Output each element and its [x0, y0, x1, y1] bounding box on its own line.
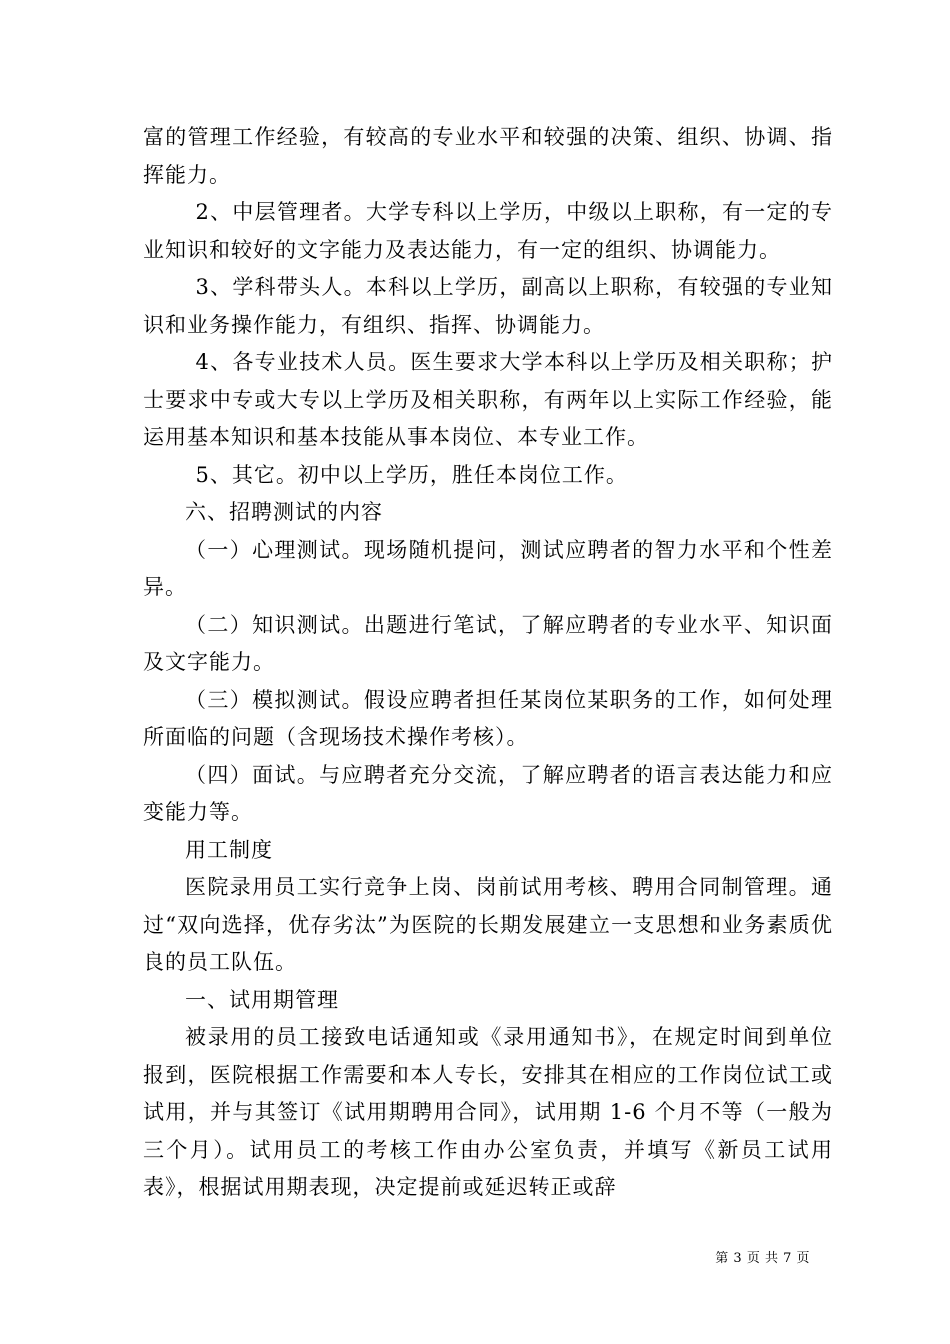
- paragraph-probation-details: 被录用的员工接致电话通知或《录用通知书》，在规定时间到单位报到，医院根据工作需要和本人专长，安排其在相应的工作岗位试工或试用，并与其签订《试用期聘用合同》，试用期 1-6 个月不等（一般为三个月）。试用员工的考核工作由办公室负责，并填写《新员工试用表》，根据试用期表现，决定提前或延迟转正或辞: [143, 1025, 833, 1199]
- paragraph-test-simulation: （三）模拟测试。假设应聘者担任某岗位某职务的工作，如何处理所面临的问题（含现场技术操作考核）。: [143, 687, 833, 749]
- page-number-footer: 第 3 页 共 7 页: [715, 1251, 810, 1266]
- document-body: [143, 119, 833, 1207]
- paragraph-continuation: 富的管理工作经验，有较高的专业水平和较强的决策、组织、协调、指挥能力。: [143, 125, 833, 187]
- paragraph-test-psychological: （一）心理测试。现场随机提问，测试应聘者的智力水平和个性差异。: [143, 537, 833, 599]
- section-heading-recruitment-tests: 六、招聘测试的内容: [185, 500, 383, 524]
- paragraph-test-interview: （四）面试。与应聘者充分交流，了解应聘者的语言表达能力和应变能力等。: [143, 762, 833, 824]
- paragraph-test-knowledge: （二）知识测试。出题进行笔试，了解应聘者的专业水平、知识面及文字能力。: [143, 612, 833, 674]
- paragraph-item-3: 3、学科带头人。本科以上学历，副高以上职称，有较强的专业知识和业务操作能力，有组织、指挥、协调能力。: [143, 275, 833, 337]
- paragraph-employment-intro: 医院录用员工实行竞争上岗、岗前试用考核、聘用合同制管理。通过“双向选择，优存劣汰”为医院的长期发展建立一支思想和业务素质优良的员工队伍。: [143, 875, 833, 974]
- paragraph-item-5: 5、其它。初中以上学历，胜任本岗位工作。: [195, 462, 628, 487]
- section-heading-employment-system: 用工制度: [185, 837, 273, 862]
- paragraph-item-2: 2、中层管理者。大学专科以上学历，中级以上职称，有一定的专业知识和较好的文字能力及表达能力，有一定的组织、协调能力。: [143, 200, 833, 262]
- paragraph-item-4: 4、各专业技术人员。医生要求大学本科以上学历及相关职称；护士要求中专或大专以上学历及相关职称，有两年以上实际工作经验，能运用基本知识和基本技能从事本岗位、本专业工作。: [143, 350, 833, 449]
- section-heading-probation: 一、试用期管理: [185, 987, 339, 1012]
